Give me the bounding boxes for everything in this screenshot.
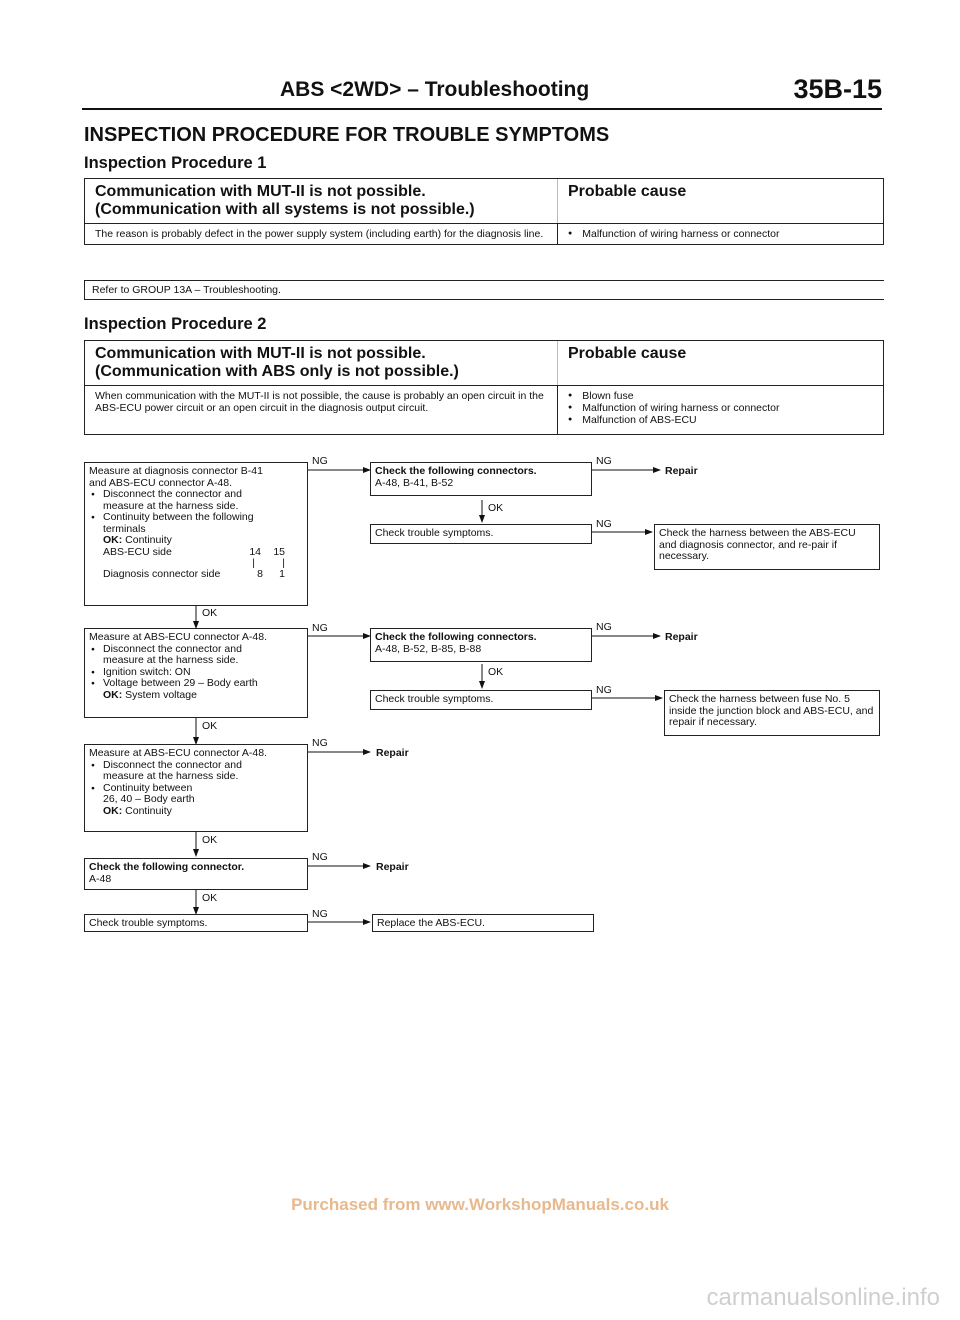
page-number: 35B-15 [793, 74, 882, 104]
flow-step1-ok-label: OK: [103, 534, 123, 546]
flow-step1-ok-value: Continuity [125, 534, 172, 546]
flow-step3-line1: Measure at ABS-ECU connector A-48. [89, 747, 268, 759]
flow-step2b-ng-label: NG [596, 684, 612, 696]
procedure1-refer: Refer to GROUP 13A – Troubleshooting. [84, 280, 884, 300]
flow-step3-ng-repair: Repair [376, 747, 409, 759]
section-title: INSPECTION PROCEDURE FOR TROUBLE SYMPTOMS [84, 124, 610, 146]
flow-step3-ok-value: Continuity [125, 804, 172, 817]
flow-step5-ng-label: NG [312, 908, 328, 920]
flow-step4-title: Check the following connector. [89, 861, 245, 873]
footer-purchase-note: Purchased from www.WorkshopManuals.co.uk [291, 1195, 669, 1214]
flow-step5-ng-box: Replace the ABS-ECU. [372, 914, 594, 932]
flow-step2-line1: Measure at ABS-ECU connector A-48. [89, 631, 268, 643]
flow-step2-ng-label: NG [312, 622, 328, 634]
flow-step3-bullet1-cont: measure at the harness side. [103, 770, 239, 782]
flow-step2-ng-detail: A-48, B-52, B-85, B-88 [375, 642, 482, 655]
flow-step1a-ok-label: OK [488, 502, 504, 514]
procedure2-cause-item: ● Blown fuse [568, 390, 873, 402]
flow-step2-bullet1: ● Disconnect the connector and [89, 644, 303, 656]
flow-step1-row2-v2: 1 [279, 568, 285, 580]
flow-step1-ng-detail: A-48, B-41, B-52 [375, 476, 454, 489]
flow-step1-ng-title: Check the following connectors. [375, 465, 537, 477]
flow-step3-box [84, 744, 308, 832]
flow-step2a-ng-repair: Repair [665, 631, 698, 643]
procedure1-title: Inspection Procedure 1 [84, 154, 267, 172]
flow-step5-box: Check trouble symptoms. [84, 914, 308, 932]
flow-step1-bullet2-cont: terminals [103, 522, 146, 535]
flow-step2b-ng-box: Check the harness between fuse No. 5 inside the junction block and ABS-ECU, and repair if necessary. [664, 690, 880, 736]
flow-step4-box [84, 858, 308, 890]
flow-step1-line1: Measure at diagnosis connector B-41 [89, 465, 263, 477]
flow-step1-row2-v1: 8 [257, 568, 263, 580]
flow-step1-ng-label: NG [312, 455, 328, 467]
flow-step1-row1-label: ABS-ECU side [103, 545, 172, 558]
procedure1-description: The reason is probably defect in the power supply system (including earth) for the diagnosis line. [95, 228, 544, 240]
flow-step2-bullet2: ● Ignition switch: ON [89, 667, 303, 679]
flow-step1-row-sep: | | [252, 557, 285, 569]
flow-step2b-box: Check trouble symptoms. [370, 690, 592, 710]
flow-step1-line2: and ABS-ECU connector A-48. [89, 476, 232, 489]
flow-step1-bullet2: ● Continuity between the following [89, 512, 303, 524]
flow-step2-box [84, 628, 308, 718]
procedure2-cause-item: ● Malfunction of wiring harness or connector [568, 402, 873, 414]
flow-step1-bullet1-cont: measure at the harness side. [103, 499, 239, 512]
flow-step4-ng-label: NG [312, 851, 328, 863]
procedure1-symptom-line1: Communication with MUT-II is not possible. [95, 183, 426, 200]
flow-step1a-ng-repair: Repair [665, 465, 698, 477]
flow-step4-detail: A-48 [89, 872, 112, 885]
flow-step1-row1-v1: 14 [249, 545, 261, 558]
watermark: carmanualsonline.info [706, 1284, 940, 1311]
flow-step1a-ng-label: NG [596, 455, 612, 467]
page-header-title: ABS <2WD> – Troubleshooting [280, 78, 590, 101]
procedure1-cause-header: Probable cause [557, 179, 883, 223]
flow-step2a-ng-label: NG [596, 621, 612, 633]
flow-step2-ok [89, 690, 303, 702]
flow-step3-ok [89, 806, 303, 818]
flow-step1-row2-label: Diagnosis connector side [103, 568, 221, 580]
procedure2-title: Inspection Procedure 2 [84, 315, 267, 333]
flow-step3-bullet2: ● Continuity between [89, 783, 303, 795]
flow-step2-ok-value: System voltage [125, 688, 197, 701]
flow-step1b-box: Check trouble symptoms. [370, 524, 592, 544]
flow-step3-bullet1: ● Disconnect the connector and [89, 760, 303, 772]
flow-step2a-ok-label: OK [488, 666, 504, 678]
flow-step1-row2 [89, 569, 303, 581]
flow-step1-ok [89, 535, 303, 547]
flow-step1-ng-box [370, 462, 592, 496]
flow-step3-bullet2-cont: 26, 40 – Body earth [103, 793, 195, 805]
flow-step1-ok-label: OK [202, 607, 218, 619]
procedure2-cause-item: ● Malfunction of ABS-ECU [568, 414, 873, 426]
flow-step1b-ng-box: Check the harness between the ABS-ECU and diagnosis connector, and re-pair if necessary. [654, 524, 880, 570]
flow-step2-bullet1-cont: measure at the harness side. [103, 654, 239, 666]
flow-step3-ok-label: OK [202, 834, 218, 846]
flow-step2-ok-label: OK: [103, 688, 123, 701]
flow-step2-bullet3: ● Voltage between 29 – Body earth [89, 678, 303, 690]
flow-step3-ng-label: NG [312, 737, 328, 749]
procedure2-cause-header: Probable cause [557, 341, 883, 385]
procedure1-symptom-line2: (Communication with all systems is not possible.) [95, 201, 475, 218]
procedure1-cause-item: ● Malfunction of wiring harness or connector [568, 228, 873, 240]
flow-step1-row1-v2: 15 [273, 545, 285, 558]
flow-step3-ok-label: OK: [103, 804, 123, 817]
flow-step1-bullet1: ● Disconnect the connector and [89, 489, 303, 501]
flow-step1-row1 [89, 547, 303, 559]
flow-step2-ok-label: OK [202, 720, 218, 732]
flow-step1b-ng-label: NG [596, 518, 612, 530]
flow-step2-ng-box [370, 628, 592, 662]
flow-step4-ng-repair: Repair [376, 861, 409, 873]
procedure2-description: When communication with the MUT-II is not possible, the cause is probably an open circuit in the ABS-ECU power circuit or an open circuit in the diagnosis output circuit. [95, 390, 544, 414]
procedure2-symptom-line2: (Communication with ABS only is not possible.) [95, 363, 459, 380]
flow-step4-ok-label: OK [202, 892, 218, 904]
procedure2-symptom-line1: Communication with MUT-II is not possible. [95, 345, 426, 362]
flow-step2-ng-title: Check the following connectors. [375, 631, 537, 643]
flow-step1-box [84, 462, 308, 606]
